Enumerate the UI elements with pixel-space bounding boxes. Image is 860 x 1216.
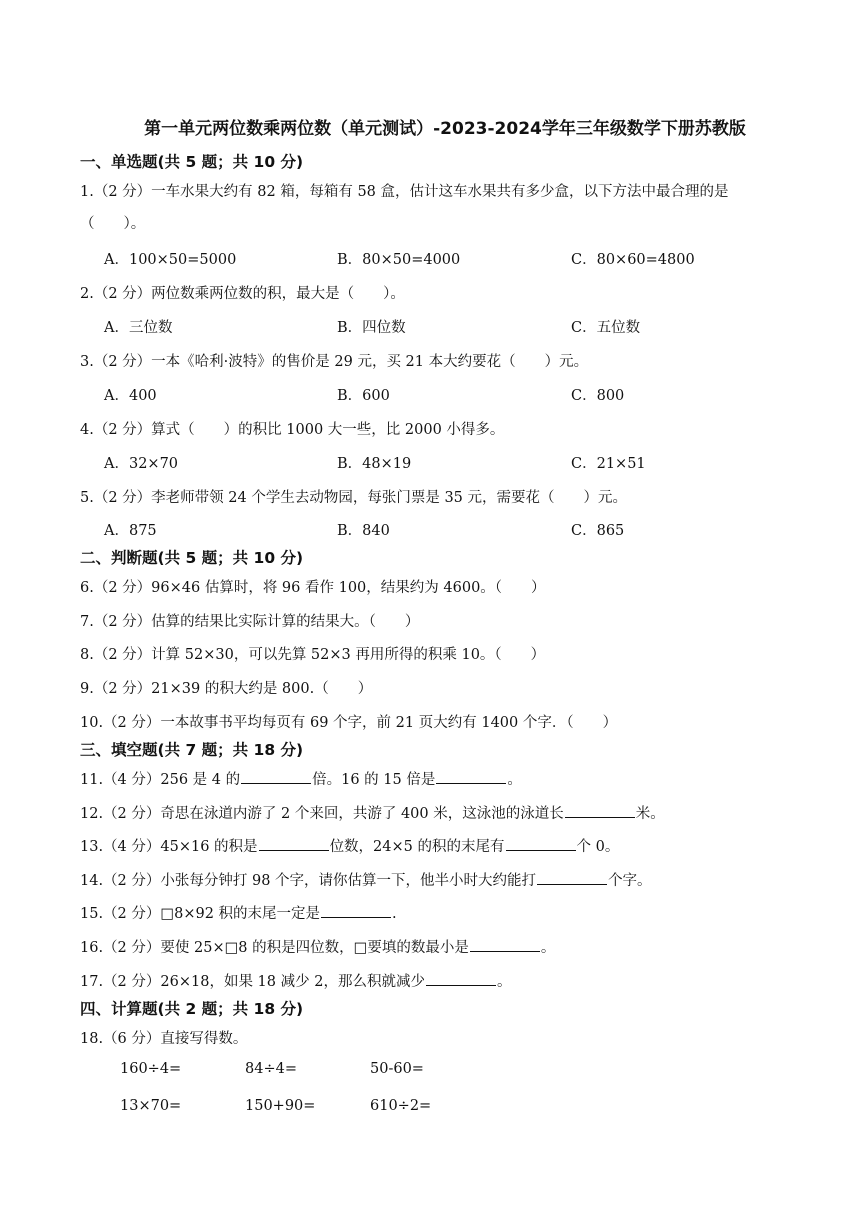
calc-item: 13×70= bbox=[120, 1098, 182, 1114]
option-c[interactable]: C．800 bbox=[571, 388, 625, 404]
option-a[interactable]: A．32×70 bbox=[104, 456, 179, 472]
answer-blank[interactable] bbox=[436, 769, 506, 784]
option-a[interactable]: A．三位数 bbox=[104, 320, 173, 336]
answer-blank[interactable] bbox=[506, 836, 576, 851]
question-4-text: 4.（2 分）算式（ ）的积比 1000 大一些，比 2000 小得多。 bbox=[80, 422, 505, 438]
option-c[interactable]: C．80×60=4800 bbox=[571, 252, 695, 268]
question-12 bbox=[80, 802, 665, 823]
question-2-text: 2.（2 分）两位数乘两位数的积，最大是（ ）。 bbox=[80, 286, 405, 302]
question-12-part1: 12.（2 分）奇思在泳道内游了 2 个来回，共游了 400 米，这泳池的泳道长 bbox=[80, 806, 564, 822]
answer-blank[interactable] bbox=[259, 836, 329, 851]
question-15-part2: . bbox=[392, 906, 397, 922]
option-b[interactable]: B．80×50=4000 bbox=[337, 252, 461, 268]
question-9-text: 9.（2 分）21×39 的积大约是 800.（ ） bbox=[80, 681, 373, 697]
question-18-text: 18.（6 分）直接写得数。 bbox=[80, 1031, 248, 1047]
question-8-text: 8.（2 分）计算 52×30，可以先算 52×3 再用所得的积乘 10。（ ） bbox=[80, 647, 546, 663]
page-title: 第一单元两位数乘两位数（单元测试）-2023-2024学年三年级数学下册苏教版 bbox=[144, 119, 746, 139]
question-7-text: 7.（2 分）估算的结果比实际计算的结果大。（ ） bbox=[80, 614, 420, 630]
section-heading-true-false: 二、判断题(共 5 题；共 10 分) bbox=[80, 549, 304, 567]
option-c[interactable]: C．865 bbox=[571, 523, 625, 539]
calc-item: 160÷4= bbox=[120, 1061, 182, 1077]
question-16 bbox=[80, 936, 555, 957]
option-b[interactable]: B．600 bbox=[337, 388, 390, 404]
option-c[interactable]: C．21×51 bbox=[571, 456, 646, 472]
question-14 bbox=[80, 869, 652, 890]
answer-blank[interactable] bbox=[426, 971, 496, 986]
answer-blank[interactable] bbox=[321, 903, 391, 918]
question-16-part1: 16.（2 分）要使 25×□8 的积是四位数，□要填的数最小是 bbox=[80, 940, 469, 956]
question-11 bbox=[80, 768, 522, 789]
calc-item: 84÷4= bbox=[245, 1061, 297, 1077]
answer-blank[interactable] bbox=[565, 803, 635, 818]
answer-blank[interactable] bbox=[241, 769, 311, 784]
question-11-part3: 。 bbox=[507, 772, 522, 788]
question-11-part2: 倍。16 的 15 倍是 bbox=[312, 772, 436, 788]
option-b[interactable]: B．四位数 bbox=[337, 320, 406, 336]
question-14-part1: 14.（2 分）小张每分钟打 98 个字，请你估算一下，他半小时大约能打 bbox=[80, 873, 537, 889]
option-a[interactable]: A．400 bbox=[104, 388, 157, 404]
question-13-part1: 13.（4 分）45×16 的积是 bbox=[80, 839, 258, 855]
answer-blank[interactable] bbox=[470, 937, 540, 952]
question-13-part3: 个 0。 bbox=[576, 839, 620, 855]
question-13 bbox=[80, 835, 619, 856]
question-5-text: 5.（2 分）李老师带领 24 个学生去动物园，每张门票是 35 元，需要花（ ）元。 bbox=[80, 490, 628, 506]
option-c[interactable]: C．五位数 bbox=[571, 320, 641, 336]
question-15 bbox=[80, 902, 397, 923]
question-17-part2: 。 bbox=[496, 974, 512, 990]
question-13-part2: 位数，24×5 的积的末尾有 bbox=[329, 839, 505, 855]
question-6-text: 6.（2 分）96×46 估算时，将 96 看作 100，结果约为 4600。（ ） bbox=[80, 580, 546, 596]
question-10-text: 10.（2 分）一本故事书平均每页有 69 个字，前 21 页大约有 1400 个字．（ ） bbox=[80, 715, 618, 731]
section-heading-fill-blank: 三、填空题(共 7 题；共 18 分) bbox=[80, 741, 304, 759]
calc-item: 610÷2= bbox=[370, 1098, 432, 1114]
option-b[interactable]: B．840 bbox=[337, 523, 390, 539]
calc-item: 50-60= bbox=[370, 1061, 424, 1077]
question-12-part2: 米。 bbox=[635, 806, 665, 822]
option-a[interactable]: A．100×50=5000 bbox=[104, 252, 237, 268]
question-17-part1: 17.（2 分）26×18，如果 18 减少 2，那么积就减少 bbox=[80, 974, 425, 990]
question-16-part2: 。 bbox=[540, 940, 556, 956]
question-1-text: 1.（2 分）一车水果大约有 82 箱，每箱有 58 盒，估计这车水果共有多少盒，以下方法中最合理的是 bbox=[80, 184, 729, 200]
answer-blank[interactable] bbox=[537, 870, 607, 885]
section-heading-single-choice: 一、单选题(共 5 题；共 10 分) bbox=[80, 153, 304, 171]
question-14-part2: 个字。 bbox=[608, 873, 652, 889]
question-15-part1: 15.（2 分）□8×92 积的末尾一定是 bbox=[80, 906, 321, 922]
option-b[interactable]: B．48×19 bbox=[337, 456, 412, 472]
question-1-text-cont: （ ）。 bbox=[80, 216, 146, 232]
question-11-part1: 11.（4 分）256 是 4 的 bbox=[80, 772, 241, 788]
question-17 bbox=[80, 970, 511, 991]
section-heading-calculation: 四、计算题(共 2 题；共 18 分) bbox=[80, 1000, 304, 1018]
question-3-text: 3.（2 分）一本《哈利·波特》的售价是 29 元，买 21 本大约要花（ ）元。 bbox=[80, 354, 589, 370]
option-a[interactable]: A．875 bbox=[104, 523, 157, 539]
calc-item: 150+90= bbox=[245, 1098, 316, 1114]
